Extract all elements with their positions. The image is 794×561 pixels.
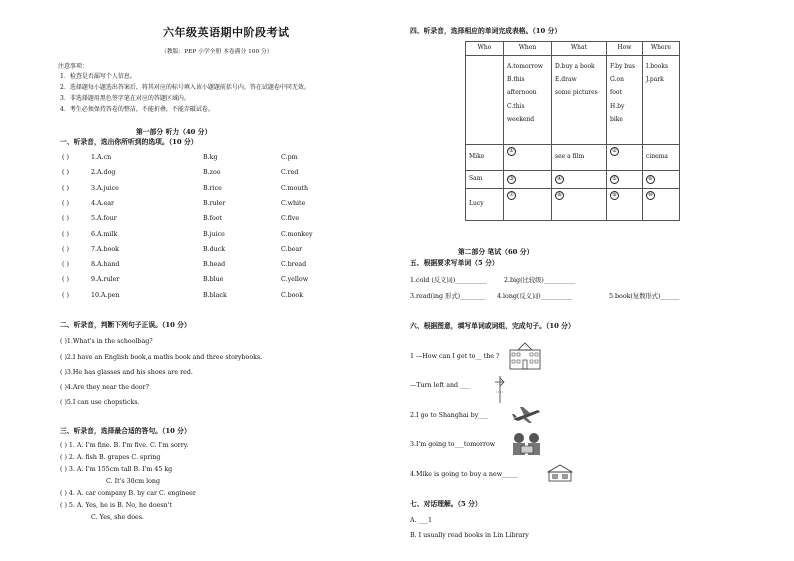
table-cell xyxy=(607,56,643,145)
option-text: some pictures xyxy=(555,89,598,97)
table-header: Where xyxy=(643,42,680,56)
option-b: B.foot xyxy=(203,215,223,223)
option-b: B.blue xyxy=(203,276,224,284)
option-text: F.by bus xyxy=(610,63,636,70)
table-cell: cinema xyxy=(643,145,680,171)
airplane-icon xyxy=(510,405,542,425)
option-b: B.ruler xyxy=(203,199,226,207)
answer-bracket[interactable]: ( ) xyxy=(62,199,69,207)
option-a: 1.A.cn xyxy=(91,154,112,161)
section6-item: 2.I go to Shanghai by___ xyxy=(410,412,488,419)
section4-table xyxy=(465,41,680,221)
dialogue-line: A. ___1 xyxy=(410,517,433,524)
option-c: C.five xyxy=(281,215,300,223)
section2-heading: 二、听录音，判断下列句子正误。（10 分） xyxy=(60,321,191,329)
section3-item: C. Yes, she does. xyxy=(91,514,144,521)
section3-item: ( ) 3. A. I'm 155cm tall B. I'm 45 kg xyxy=(60,466,173,473)
option-a: 7.A.book xyxy=(91,245,119,253)
option-text: J.park xyxy=(646,76,664,84)
option-a: 3.A.juice xyxy=(91,184,119,192)
section5-heading: 五、根据要求写单词（5 分） xyxy=(410,259,499,267)
option-a: 6.A.milk xyxy=(91,230,118,238)
option-text: afternoon xyxy=(507,89,537,97)
option-text: bike xyxy=(610,115,623,123)
section6-item: 4.Mike is going to buy a new_____ xyxy=(410,471,518,478)
blank-number: ⑩ xyxy=(646,191,655,200)
option-text: C.this xyxy=(507,102,525,110)
section3-item: ( ) 1. A. I'm fine. B. I'm five. C. I'm sorry. xyxy=(60,442,189,449)
option-text: H.by xyxy=(610,102,625,110)
section5-item: 1.cold (反义词)__________ xyxy=(410,277,487,284)
answer-cell[interactable] xyxy=(643,189,680,221)
note-item: 2．选择题每小题选出答案后，将其对应的标号填入该小题题前括号内。答在试题卷中同无效。 xyxy=(60,84,310,91)
notes-heading: 注意事项： xyxy=(58,63,89,70)
blank-number: ⑤ xyxy=(610,175,619,184)
option-c: C.book xyxy=(281,291,304,299)
option-a: 8.A.hand xyxy=(91,261,120,269)
option-b: B.zoo xyxy=(203,169,221,177)
answer-bracket[interactable]: ( ) xyxy=(62,291,69,299)
blank-number: ① xyxy=(507,147,516,156)
option-c: C.bear xyxy=(281,245,303,253)
option-text: foot xyxy=(610,89,622,97)
table-header: How xyxy=(607,42,643,56)
section2-item: ( )5.I can use chopsticks. xyxy=(60,399,140,406)
section1-heading: 一、听录音，选出你所听到的选项。（10 分） xyxy=(60,138,198,146)
option-c: C.mouth xyxy=(281,184,308,192)
section3-heading: 三、听录音，选择最合适的答句。（10 分） xyxy=(60,427,191,435)
answer-bracket[interactable]: ( ) xyxy=(62,261,69,269)
blank-number: ⑧ xyxy=(555,191,564,200)
section5-item: 2.big(比较级)__________ xyxy=(504,277,576,284)
option-c: C.pm xyxy=(281,154,298,161)
section3-item: C. It's 30cm long xyxy=(106,478,160,485)
section2-item: ( )2.I have an English book,a maths book and three storybooks. xyxy=(60,354,263,361)
note-item: 3．非选择题用黑色签字笔在对应的答题区域内。 xyxy=(60,95,190,102)
answer-bracket[interactable]: ( ) xyxy=(62,184,69,192)
row-label: Lucy xyxy=(466,189,504,221)
section6-heading: 六、根据图意，填写单词或词组，完成句子。（10 分） xyxy=(410,322,575,330)
answer-cell[interactable] xyxy=(504,189,552,221)
option-text: G.on xyxy=(610,76,624,84)
dialogue-line: B. I usually read books in Lin Library xyxy=(410,532,529,539)
answer-bracket[interactable]: ( ) xyxy=(62,169,69,177)
section2-item: ( )3.He has glasses and his shoes are red. xyxy=(60,369,193,376)
option-text: weekend xyxy=(507,115,535,123)
option-b: B.juice xyxy=(203,230,225,238)
school-building-icon xyxy=(508,342,542,370)
section5-item: 4.long(反义词)__________ xyxy=(497,293,573,300)
table-cell xyxy=(552,56,607,145)
part1-heading: 第一部分 听力（40 分） xyxy=(136,128,212,136)
answer-cell[interactable] xyxy=(607,145,643,171)
option-a: 5.A.four xyxy=(91,215,117,223)
option-c: C.monkey xyxy=(281,230,313,238)
answer-cell[interactable] xyxy=(504,145,552,171)
option-a: 9.A.ruler xyxy=(91,276,120,284)
table-header: What xyxy=(552,42,607,56)
section3-item: ( ) 4. A. car company B. by car C. engineer xyxy=(60,490,196,497)
answer-cell[interactable] xyxy=(607,189,643,221)
option-b: B.kg xyxy=(203,154,218,161)
table-cell xyxy=(466,56,504,145)
section2-item: ( )4.Are they near the door? xyxy=(60,384,149,391)
row-label: Mike xyxy=(466,145,504,171)
answer-bracket[interactable]: ( ) xyxy=(62,154,69,161)
blank-number: ⑨ xyxy=(610,191,619,200)
blank-number: ⑦ xyxy=(507,191,516,200)
option-text: E.draw xyxy=(555,76,577,84)
note-item: 4．考生必须保持答卷的整洁，不能折叠，不能弄破试卷。 xyxy=(60,106,214,113)
table-cell xyxy=(504,56,552,145)
traffic-sign-icon xyxy=(493,374,507,404)
part2-heading: 第二部分 笔试（60 分） xyxy=(458,248,534,256)
option-c: C.yellow xyxy=(281,276,309,284)
page-title: 六年级英语期中阶段考试 xyxy=(163,26,290,39)
page-subtitle: （教版：PEP 小学全册 本卷满分 100 分） xyxy=(161,49,273,55)
answer-cell[interactable] xyxy=(607,171,643,189)
option-text: B.this xyxy=(507,76,525,84)
section6-item: 1 —How can I get to__ the ? xyxy=(410,353,500,360)
section4-heading: 四、听录音，选择相应的单词完成表格。（10 分） xyxy=(410,27,562,35)
section6-item: 3.I'm going to___tomorrow xyxy=(410,441,496,448)
section7-heading: 七、对话理解。（5 分） xyxy=(410,500,482,508)
section2-item: ( )1.What's in the schoolbag? xyxy=(60,338,153,345)
option-text: D.buy a book xyxy=(555,63,595,70)
section3-item: ( ) 5. A. Yes, he is B. No, he doesn't xyxy=(60,502,172,509)
answer-bracket[interactable]: ( ) xyxy=(62,245,69,253)
option-b: B.rice xyxy=(203,184,222,192)
bookstore-icon xyxy=(547,463,573,483)
section3-item: ( ) 2. A. fish B. grapes C. spring xyxy=(60,454,161,461)
section5-item: 3.read(ing 形式)________ xyxy=(410,293,486,300)
row-label: Sam xyxy=(466,171,504,189)
answer-bracket[interactable]: ( ) xyxy=(62,215,69,223)
section6-item: —Turn left and ___ xyxy=(410,382,470,389)
option-a: 2.A.dog xyxy=(91,169,116,177)
option-text: I.books xyxy=(646,63,669,70)
blank-number: ③ xyxy=(507,175,516,184)
table-header: When xyxy=(504,42,552,56)
blank-number: ⑥ xyxy=(646,175,655,184)
section5-item: 5.book(复数形式)______ xyxy=(609,293,680,300)
answer-cell[interactable] xyxy=(552,189,607,221)
answer-bracket[interactable]: ( ) xyxy=(62,230,69,238)
option-text: A.tomorrow xyxy=(507,63,544,70)
answer-bracket[interactable]: ( ) xyxy=(62,276,69,284)
table-header: Who xyxy=(466,42,504,56)
option-a: 10.A.pen xyxy=(91,291,120,299)
option-c: C.bread xyxy=(281,261,307,269)
option-a: 4.A.ear xyxy=(91,199,115,207)
option-c: C.white xyxy=(281,199,306,207)
blank-number: ④ xyxy=(555,175,564,184)
table-cell: see a film xyxy=(552,145,607,171)
option-b: B.head xyxy=(203,261,226,269)
option-b: B.black xyxy=(203,291,227,299)
note-item: 1．检查是否漏写个人信息。 xyxy=(60,73,136,80)
blank-number: ② xyxy=(610,147,619,156)
table-cell xyxy=(643,56,680,145)
answer-cell[interactable] xyxy=(643,171,680,189)
option-b: B.duck xyxy=(203,245,226,253)
children-reading-icon xyxy=(509,431,545,459)
answer-cell[interactable] xyxy=(504,171,552,189)
answer-cell[interactable] xyxy=(552,171,607,189)
option-c: C.red xyxy=(281,169,299,177)
